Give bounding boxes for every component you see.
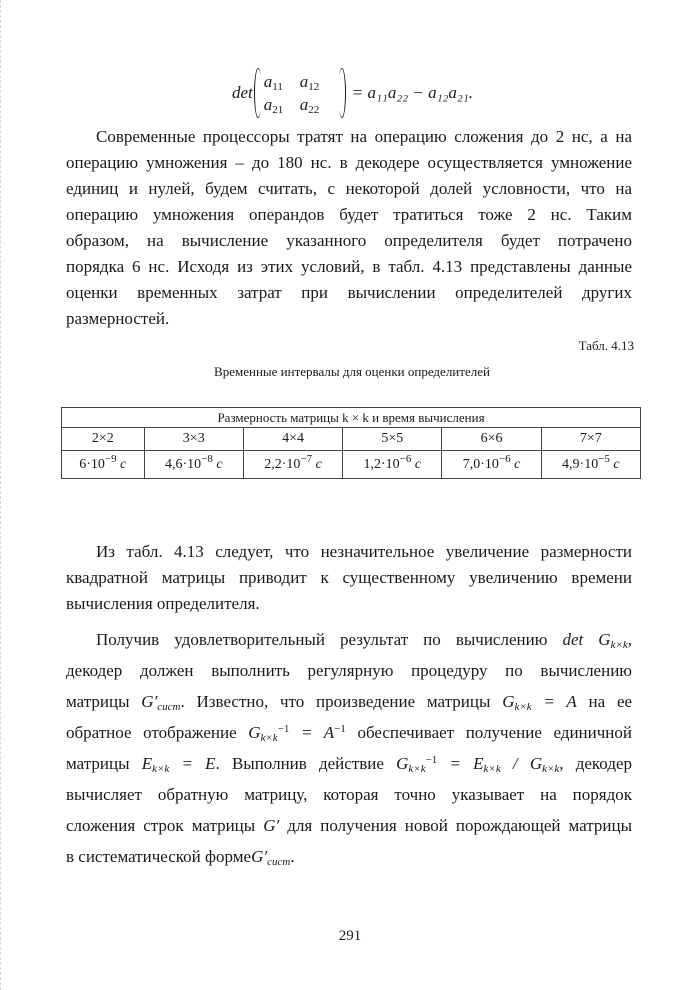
text-line: Из табл. 4.13 следует, что незначительное увеличение размерности <box>96 542 632 561</box>
page-edge-guide <box>0 0 4 990</box>
matrix-cell-a21: $a_{21}$ <box>263 94 284 116</box>
matrix-cell-a22: $a_{22}$ <box>299 94 320 116</box>
text-line: оценки временных затрат при вычислении определителей других <box>66 283 632 302</box>
time-cell: $4,9\cdot 10^{-5}$ c <box>541 451 640 479</box>
right-paren <box>338 68 346 118</box>
det-symbol: det <box>232 83 253 102</box>
paragraph-decoder <box>66 624 632 872</box>
matrix-2x2 <box>264 72 336 115</box>
time-cell: $4,6\cdot 10^{-8}$ c <box>144 451 243 479</box>
size-cell: 4×4 <box>243 428 342 451</box>
time-cell: $6\cdot 10^{-9}$ c <box>62 451 145 479</box>
text-line: образом, на вычисление указанного определителя будет потрачено <box>66 231 632 250</box>
text-line: операцию умножения операндов будет тратиться тоже 2 нс. Таким <box>66 205 632 224</box>
text-line: сложения строк матрицы G′ для получения новой порождающей матрицы <box>66 816 633 835</box>
table-time-row <box>62 451 641 479</box>
text-line: Современные процессоры тратят на операцию сложения до 2 нс, а на <box>96 127 632 146</box>
text-line: квадратной матрицы приводит к существенному увеличению времени <box>66 568 632 587</box>
size-cell: 3×3 <box>144 428 243 451</box>
size-cell: 2×2 <box>62 428 145 451</box>
determinant-time-table <box>61 407 641 479</box>
text-line: матрицы $E_{k\times k} = E$. Выполнив действие $G_{k\times k}^{-1} = E_{k\times k} / G_{k\times k}$, декодер <box>66 754 633 775</box>
size-cell: 5×5 <box>343 428 442 451</box>
time-cell: $7,0\cdot 10^{-6}$ c <box>442 451 541 479</box>
text-line: декодер должен выполнить регулярную процедуру по вычислению <box>66 661 632 680</box>
text-line: в систематической $формеG'_{сист}$. <box>66 847 295 868</box>
table-caption: Временные интервалы для оценки определителей <box>214 364 490 379</box>
text-line: порядка 6 нс. Исходя из этих условий, в табл. 4.13 представлены данные <box>66 257 632 276</box>
matrix-cell-a11: $a_{11}$ <box>263 71 283 93</box>
text-line: единиц и нулей, будем считать, с некоторой долей условности, что на <box>66 179 632 198</box>
text-line: обратное отображение $G_{k\times k}^{-1} = A^{-1}$ обеспечивает получение единичной <box>66 723 632 744</box>
time-cell: $1,2\cdot 10^{-6}$ c <box>343 451 442 479</box>
determinant-formula <box>232 66 473 120</box>
size-cell: 7×7 <box>541 428 640 451</box>
table-number: Табл. 4.13 <box>578 338 634 353</box>
matrix-cell-a12: $a_{12}$ <box>299 71 320 93</box>
time-cell: $2,2\cdot 10^{-7}$ c <box>243 451 342 479</box>
text-line: вычисляет обратную матрицу, которая точно указывает на порядок <box>66 785 632 804</box>
page-number: 291 <box>338 928 362 944</box>
text-line: размерностей. <box>66 309 170 328</box>
paragraph-table-conclusion <box>66 539 632 617</box>
text-line: операцию умножения – до 180 нс. в декодере осуществляется умножение <box>66 153 632 172</box>
formula-rhs: = a₁₁a₂₂ − a₁₂a₂₁. <box>351 83 474 102</box>
size-cell: 6×6 <box>442 428 541 451</box>
text-line: Получив удовлетворительный результат по вычислению $\det G_{k\times k}$, <box>96 630 633 651</box>
paragraph-processors <box>66 124 632 332</box>
text-line: матрицы $G'_{сист}$. Известно, что произведение матрицы $G_{k\times k} = A$ на ее <box>66 692 633 713</box>
text-line: вычисления определителя. <box>66 594 260 613</box>
table-header-cell: Размерность матрицы k × k и время вычисления <box>62 408 641 428</box>
table-header-row <box>62 408 641 428</box>
table-size-row <box>62 428 641 451</box>
left-paren <box>254 68 262 118</box>
